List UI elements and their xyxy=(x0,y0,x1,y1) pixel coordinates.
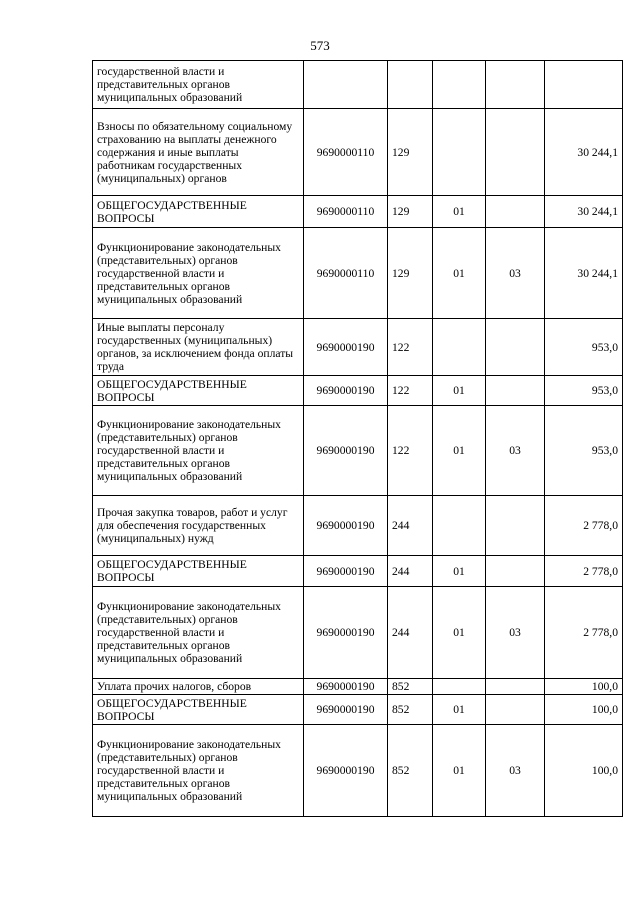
row-subsection: 03 xyxy=(486,406,545,496)
row-section: 01 xyxy=(433,556,486,587)
row-expense-type: 122 xyxy=(388,319,433,376)
row-name: Функционирование законодательных (представительных) органов государственной власти и представительных органов муниципальных образований xyxy=(93,725,304,817)
row-section xyxy=(433,109,486,196)
row-section: 01 xyxy=(433,695,486,725)
row-amount: 953,0 xyxy=(545,319,623,376)
row-target-article: 9690000190 xyxy=(304,406,388,496)
table-row xyxy=(93,319,623,376)
row-target-article xyxy=(304,61,388,109)
row-target-article: 9690000110 xyxy=(304,109,388,196)
row-subsection xyxy=(486,695,545,725)
row-amount: 30 244,1 xyxy=(545,109,623,196)
row-target-article: 9690000190 xyxy=(304,679,388,695)
table-row xyxy=(93,556,623,587)
row-target-article: 9690000190 xyxy=(304,695,388,725)
row-amount xyxy=(545,61,623,109)
row-target-article: 9690000110 xyxy=(304,196,388,228)
page-number: 573 xyxy=(310,38,330,53)
row-section: 01 xyxy=(433,587,486,679)
row-section: 01 xyxy=(433,406,486,496)
row-section: 01 xyxy=(433,376,486,406)
row-expense-type: 129 xyxy=(388,109,433,196)
table-row xyxy=(93,196,623,228)
row-subsection xyxy=(486,679,545,695)
row-section xyxy=(433,679,486,695)
row-amount: 100,0 xyxy=(545,679,623,695)
row-expense-type: 852 xyxy=(388,695,433,725)
row-expense-type: 129 xyxy=(388,196,433,228)
row-expense-type: 244 xyxy=(388,496,433,556)
row-expense-type: 122 xyxy=(388,376,433,406)
row-name: ОБЩЕГОСУДАРСТВЕННЫЕ ВОПРОСЫ xyxy=(93,556,304,587)
table-row xyxy=(93,725,623,817)
row-section: 01 xyxy=(433,196,486,228)
row-subsection: 03 xyxy=(486,228,545,319)
row-subsection xyxy=(486,556,545,587)
row-target-article: 9690000190 xyxy=(304,556,388,587)
row-section: 01 xyxy=(433,228,486,319)
table-row xyxy=(93,496,623,556)
table-row xyxy=(93,679,623,695)
table-row xyxy=(93,587,623,679)
row-amount: 2 778,0 xyxy=(545,587,623,679)
row-amount: 100,0 xyxy=(545,695,623,725)
row-name: Уплата прочих налогов, сборов xyxy=(93,679,304,695)
row-expense-type: 244 xyxy=(388,587,433,679)
row-subsection xyxy=(486,376,545,406)
row-amount: 30 244,1 xyxy=(545,196,623,228)
table-row xyxy=(93,109,623,196)
row-subsection xyxy=(486,319,545,376)
row-name: Функционирование законодательных (представительных) органов государственной власти и представительных органов муниципальных образований xyxy=(93,587,304,679)
row-name: ОБЩЕГОСУДАРСТВЕННЫЕ ВОПРОСЫ xyxy=(93,196,304,228)
row-target-article: 9690000190 xyxy=(304,376,388,406)
row-expense-type: 852 xyxy=(388,725,433,817)
row-target-article: 9690000190 xyxy=(304,725,388,817)
row-subsection xyxy=(486,61,545,109)
table-row xyxy=(93,228,623,319)
row-amount: 953,0 xyxy=(545,406,623,496)
row-subsection: 03 xyxy=(486,725,545,817)
row-name: Иные выплаты персоналу государственных (муниципальных) органов, за исключением фонда оплаты труда xyxy=(93,319,304,376)
table-row xyxy=(93,406,623,496)
row-amount: 953,0 xyxy=(545,376,623,406)
budget-table xyxy=(92,60,623,817)
row-section: 01 xyxy=(433,725,486,817)
row-subsection xyxy=(486,109,545,196)
table-row xyxy=(93,376,623,406)
row-name: Взносы по обязательному социальному страхованию на выплаты денежного содержания и иные выплаты работникам государственных (муниципальных) органов xyxy=(93,109,304,196)
row-subsection xyxy=(486,196,545,228)
row-amount: 2 778,0 xyxy=(545,556,623,587)
row-name: Прочая закупка товаров, работ и услуг для обеспечения государственных (муниципальных) нужд xyxy=(93,496,304,556)
row-target-article: 9690000190 xyxy=(304,319,388,376)
row-target-article: 9690000190 xyxy=(304,587,388,679)
row-expense-type: 129 xyxy=(388,228,433,319)
row-target-article: 9690000110 xyxy=(304,228,388,319)
row-expense-type: 852 xyxy=(388,679,433,695)
row-section xyxy=(433,61,486,109)
row-name: ОБЩЕГОСУДАРСТВЕННЫЕ ВОПРОСЫ xyxy=(93,695,304,725)
row-name: Функционирование законодательных (представительных) органов государственной власти и представительных органов муниципальных образований xyxy=(93,406,304,496)
row-subsection: 03 xyxy=(486,587,545,679)
row-name: государственной власти и представительных органов муниципальных образований xyxy=(93,61,304,109)
table-row xyxy=(93,695,623,725)
row-subsection xyxy=(486,496,545,556)
row-expense-type: 244 xyxy=(388,556,433,587)
row-amount: 30 244,1 xyxy=(545,228,623,319)
row-expense-type xyxy=(388,61,433,109)
row-amount: 2 778,0 xyxy=(545,496,623,556)
row-section xyxy=(433,319,486,376)
row-amount: 100,0 xyxy=(545,725,623,817)
row-target-article: 9690000190 xyxy=(304,496,388,556)
row-section xyxy=(433,496,486,556)
row-expense-type: 122 xyxy=(388,406,433,496)
row-name: Функционирование законодательных (представительных) органов государственной власти и представительных органов муниципальных образований xyxy=(93,228,304,319)
row-name: ОБЩЕГОСУДАРСТВЕННЫЕ ВОПРОСЫ xyxy=(93,376,304,406)
table-row xyxy=(93,61,623,109)
